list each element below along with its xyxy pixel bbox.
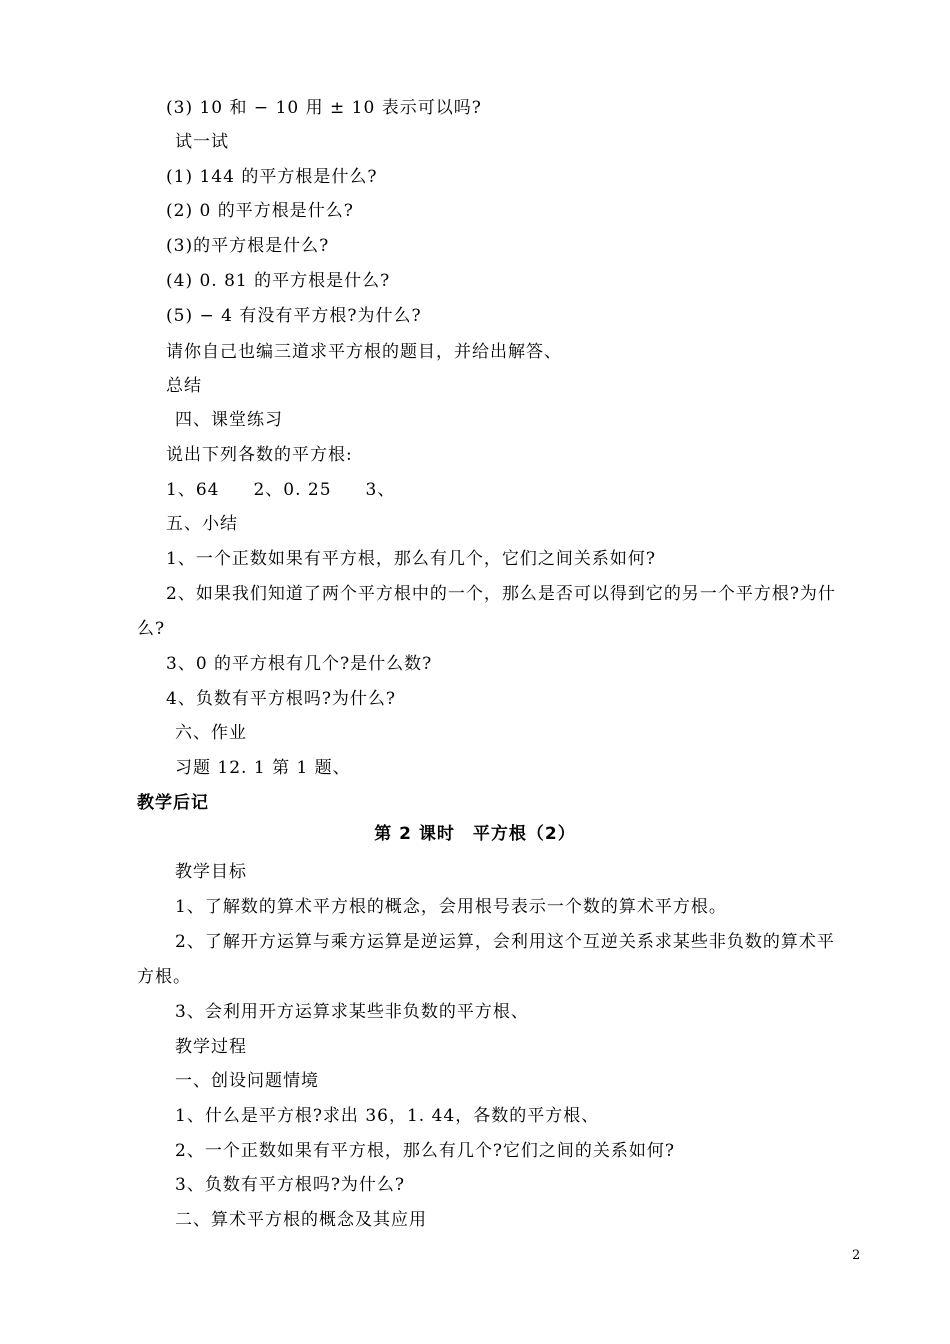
text-line: 说出下列各数的平方根:: [166, 445, 353, 465]
text-line: 1、了解数的算术平方根的概念，会用根号表示一个数的算术平方根。: [175, 897, 727, 917]
text-line: 1、一个正数如果有平方根，那么有几个，它们之间关系如何?: [166, 549, 656, 569]
text-line: 习题 12. 1 第 1 题、: [175, 758, 351, 778]
text-line: 1、什么是平方根?求出 36，1. 44，各数的平方根、: [175, 1106, 600, 1126]
text-line: (5) − 4 有没有平方根?为什么?: [166, 306, 422, 326]
text-line: 3、负数有平方根吗?为什么?: [175, 1175, 406, 1195]
section-heading: 一、创设问题情境: [175, 1071, 319, 1091]
text-line: 3、会利用开方运算求某些非负数的平方根、: [175, 1002, 529, 1022]
text-line: 4、负数有平方根吗?为什么?: [166, 689, 397, 709]
text-line: 方根。: [137, 967, 191, 987]
text-line: (1) 144 的平方根是什么?: [166, 167, 378, 187]
text-line: 请你自己也编三道求平方根的题目，并给出解答、: [166, 342, 562, 362]
text-line: 试一试: [175, 132, 229, 152]
section-heading: 六、作业: [175, 723, 247, 743]
exercise-row: [166, 479, 395, 501]
section-heading: 教学过程: [175, 1037, 247, 1057]
text-line: (3) 10 和 − 10 用 ± 10 表示可以吗?: [166, 98, 482, 118]
section-heading: 四、课堂练习: [175, 410, 283, 430]
exercise-item: 2、0. 25: [253, 480, 332, 500]
text-line: 么?: [137, 619, 166, 639]
lesson-title: 第 2 课时 平方根（2）: [374, 824, 576, 844]
text-line: (2) 0 的平方根是什么?: [166, 201, 354, 221]
teaching-notes-heading: 教学后记: [137, 793, 209, 813]
text-line: 2、一个正数如果有平方根，那么有几个?它们之间的关系如何?: [175, 1141, 676, 1161]
page-number: 2: [852, 1248, 861, 1263]
exercise-item: 1、64: [166, 480, 220, 500]
text-line: 2、如果我们知道了两个平方根中的一个，那么是否可以得到它的另一个平方根?为什: [166, 584, 836, 604]
section-heading: 五、小结: [166, 514, 238, 534]
section-heading: 二、算术平方根的概念及其应用: [175, 1210, 427, 1230]
exercise-item: 3、: [365, 480, 396, 500]
text-line: (4) 0. 81 的平方根是什么?: [166, 271, 391, 291]
text-line: 3、0 的平方根有几个?是什么数?: [166, 654, 433, 674]
text-line: (3)的平方根是什么?: [166, 236, 330, 256]
section-heading: 教学目标: [175, 862, 247, 882]
text-line: 总结: [166, 376, 202, 396]
text-line: 2、了解开方运算与乘方运算是逆运算，会利用这个互逆关系求某些非负数的算术平: [175, 932, 835, 952]
